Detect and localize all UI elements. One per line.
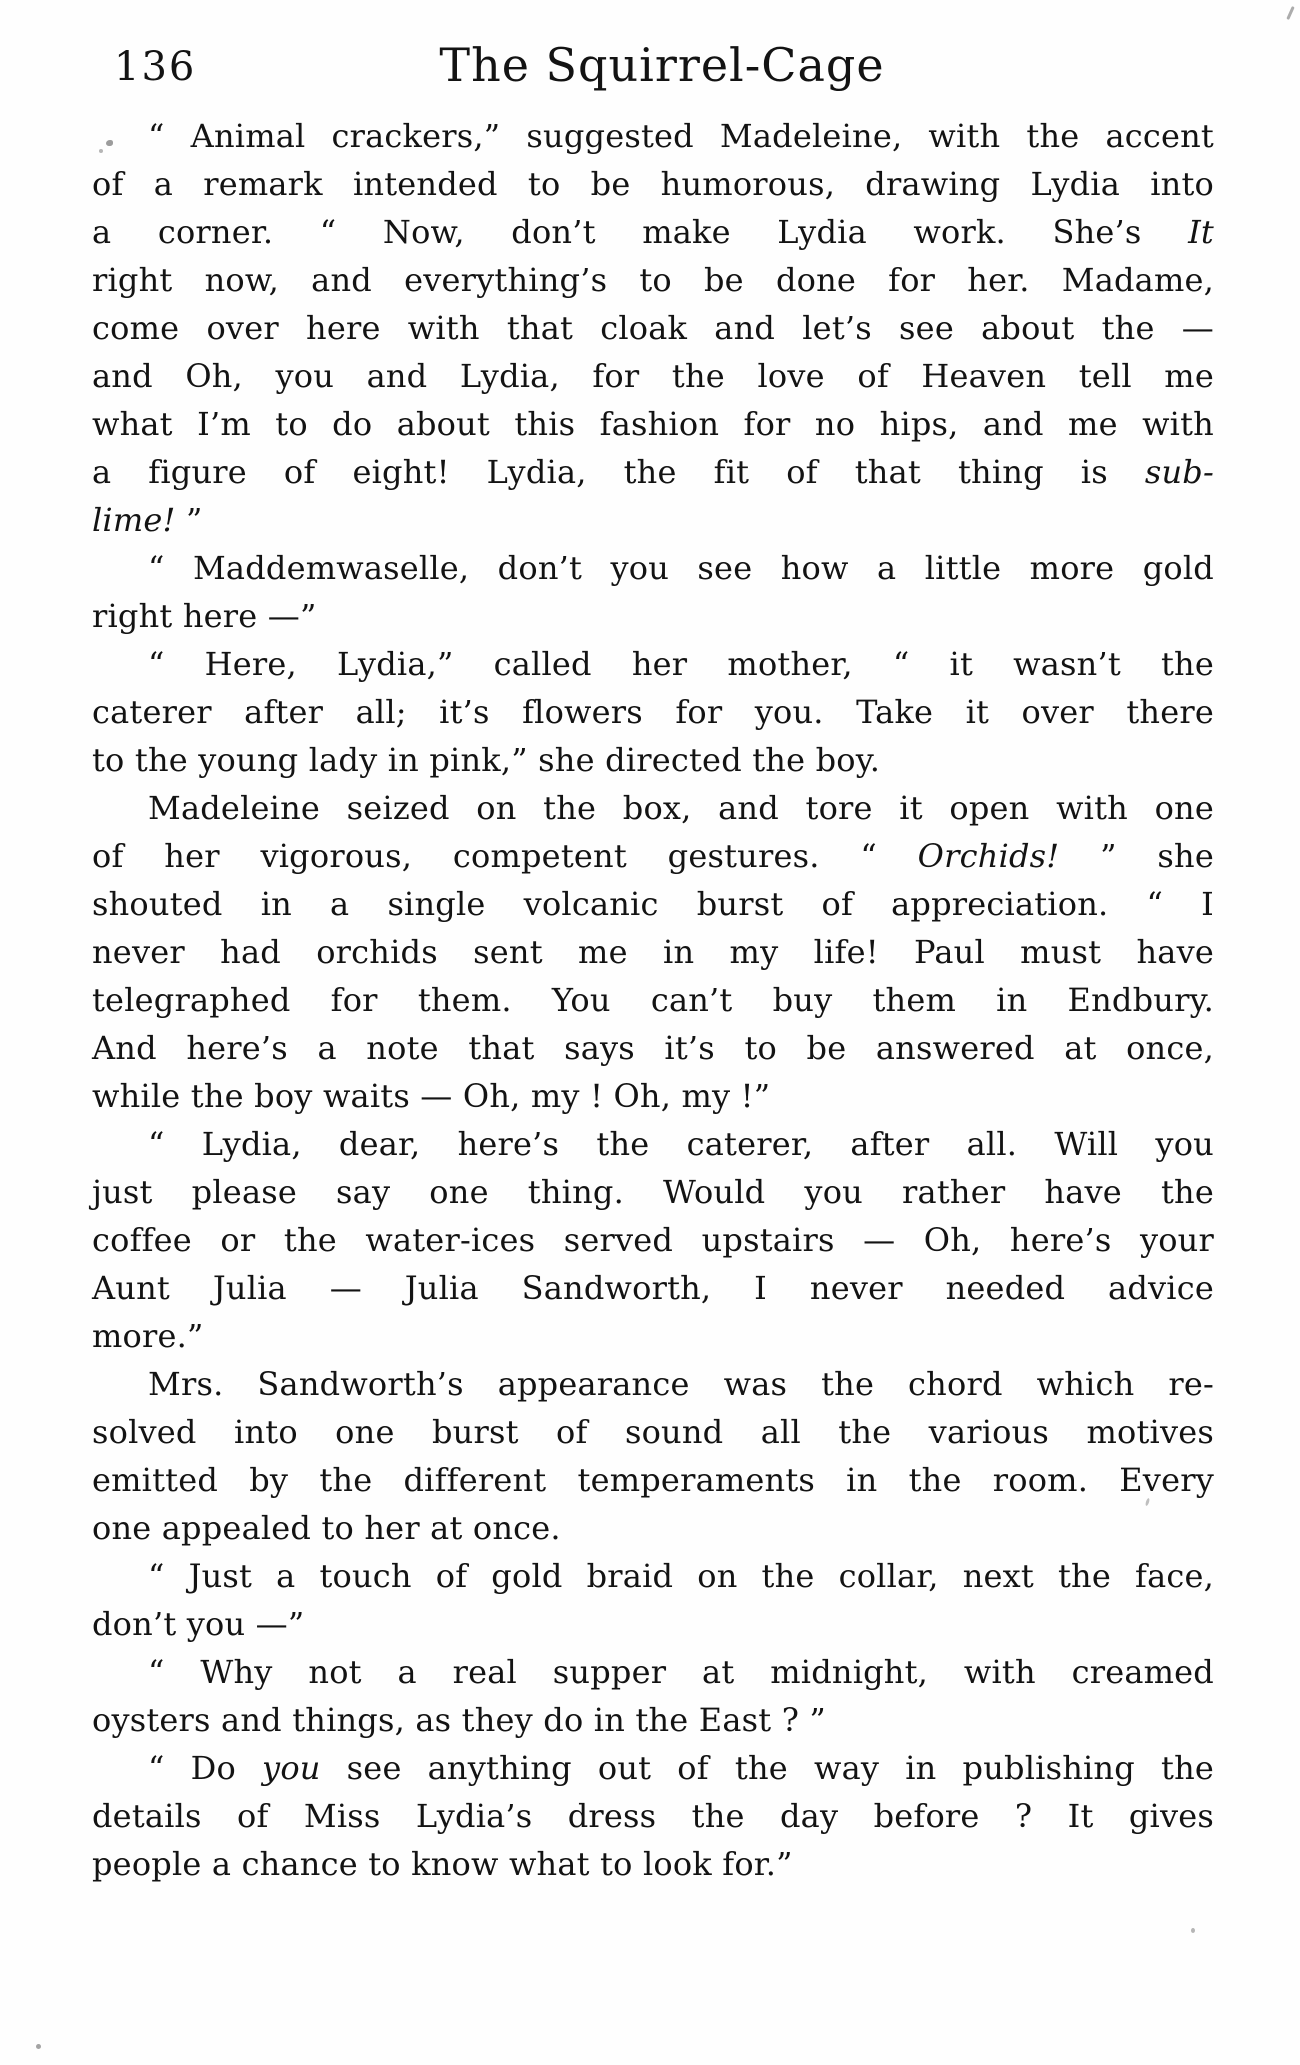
text-line — [92, 208, 1214, 256]
text-segment: details of Miss Lydia’s dress the day before ? It gives — [92, 1797, 1214, 1835]
text-segment: ” — [175, 501, 203, 539]
scan-speck — [106, 140, 113, 146]
text-segment: more.” — [92, 1317, 204, 1355]
scan-speck — [36, 2044, 41, 2049]
text-line — [92, 880, 1214, 928]
text-line — [92, 640, 1214, 688]
italic-text: you — [262, 1749, 321, 1787]
text-line — [92, 1024, 1214, 1072]
paragraph — [92, 112, 1214, 544]
text-segment: “ Lydia, dear, here’s the caterer, after all. Will you — [148, 1125, 1214, 1163]
paragraph — [92, 544, 1214, 640]
text-segment: just please say one thing. Would you rather have the — [92, 1173, 1214, 1211]
paragraph — [92, 1360, 1214, 1552]
text-segment: a corner. “ Now, don’t make Lydia work. She’s — [92, 213, 1189, 251]
text-segment: Madeleine seized on the box, and tore it open with one — [148, 789, 1214, 827]
text-line — [92, 1600, 1214, 1648]
text-line — [92, 1744, 1214, 1792]
text-block — [92, 112, 1214, 1888]
text-segment: Aunt Julia — Julia Sandworth, I never needed advice — [92, 1269, 1214, 1307]
running-title: The Squirrel-Cage — [439, 38, 885, 92]
italic-text: lime! — [92, 501, 176, 539]
text-segment: oysters and things, as they do in the East ? ” — [92, 1701, 826, 1739]
text-segment: And here’s a note that says it’s to be answered at once, — [92, 1029, 1214, 1067]
text-line — [92, 496, 1214, 544]
paragraph — [92, 640, 1214, 784]
text-line — [92, 976, 1214, 1024]
paragraph — [92, 784, 1214, 1120]
page-number: 136 — [114, 44, 197, 90]
italic-text: sub- — [1144, 453, 1214, 491]
italic-text: Orchids! — [917, 837, 1060, 875]
text-line — [92, 592, 1214, 640]
text-line — [92, 928, 1214, 976]
text-segment: right now, and everything’s to be done for her. Madame, — [92, 261, 1214, 299]
text-line — [92, 1504, 1214, 1552]
text-line — [92, 1264, 1214, 1312]
text-segment: “ Maddemwaselle, don’t you see how a little more gold — [148, 549, 1214, 587]
paragraph — [92, 1744, 1214, 1888]
text-segment: never had orchids sent me in my life! Paul must have — [92, 933, 1214, 971]
text-line — [92, 448, 1214, 496]
text-line — [92, 832, 1214, 880]
text-segment: emitted by the different temperaments in the room. Every — [92, 1461, 1214, 1499]
text-line — [92, 1168, 1214, 1216]
text-segment: solved into one burst of sound all the various motives — [92, 1413, 1214, 1451]
text-line — [92, 544, 1214, 592]
text-line — [92, 112, 1214, 160]
text-segment: caterer after all; it’s flowers for you. Take it over there — [92, 693, 1214, 731]
italic-text: It — [1188, 213, 1214, 251]
text-line — [92, 256, 1214, 304]
text-line — [92, 1360, 1214, 1408]
scan-speck — [1191, 1928, 1195, 1933]
text-segment: while the boy waits — Oh, my ! Oh, my !” — [92, 1077, 771, 1115]
text-line — [92, 736, 1214, 784]
text-segment: people a chance to know what to look for.” — [92, 1845, 793, 1883]
scan-speck — [99, 149, 103, 153]
text-line — [92, 1312, 1214, 1360]
text-segment: and Oh, you and Lydia, for the love of Heaven tell me — [92, 357, 1214, 395]
text-line — [92, 1648, 1214, 1696]
text-line — [92, 1120, 1214, 1168]
text-segment: Mrs. Sandworth’s appearance was the chord which re- — [148, 1365, 1214, 1403]
text-segment: what I’m to do about this fashion for no hips, and me with — [92, 405, 1214, 443]
text-segment: of a remark intended to be humorous, drawing Lydia into — [92, 165, 1214, 203]
text-line — [92, 1552, 1214, 1600]
text-segment: of her vigorous, competent gestures. “ — [92, 837, 918, 875]
text-line — [92, 784, 1214, 832]
text-segment: “ Do — [148, 1749, 263, 1787]
text-segment: “ Animal crackers,” suggested Madeleine, with the accent — [148, 117, 1214, 155]
text-segment: ” she — [1059, 837, 1214, 875]
page-header — [92, 38, 1214, 100]
text-line — [92, 1456, 1214, 1504]
text-segment: telegraphed for them. You can’t buy them in Endbury. — [92, 981, 1214, 1019]
text-line — [92, 1216, 1214, 1264]
text-line — [92, 352, 1214, 400]
text-segment: “ Why not a real supper at midnight, with creamed — [148, 1653, 1214, 1691]
text-segment: see anything out of the way in publishing the — [320, 1749, 1215, 1787]
scan-speck — [1286, 6, 1294, 20]
text-segment: a figure of eight! Lydia, the fit of that thing is — [92, 453, 1145, 491]
text-segment: shouted in a single volcanic burst of appreciation. “ I — [92, 885, 1214, 923]
paragraph — [92, 1648, 1214, 1744]
text-line — [92, 160, 1214, 208]
text-segment: right here —” — [92, 597, 317, 635]
paragraph — [92, 1120, 1214, 1360]
text-line — [92, 400, 1214, 448]
text-segment: “ Just a touch of gold braid on the collar, next the face, — [148, 1557, 1214, 1595]
text-line — [92, 1408, 1214, 1456]
text-line — [92, 1792, 1214, 1840]
text-line — [92, 688, 1214, 736]
text-segment: don’t you —” — [92, 1605, 305, 1643]
text-line — [92, 1072, 1214, 1120]
text-line — [92, 1696, 1214, 1744]
paragraph — [92, 1552, 1214, 1648]
text-segment: one appealed to her at once. — [92, 1509, 561, 1547]
text-line — [92, 304, 1214, 352]
text-line — [92, 1840, 1214, 1888]
text-segment: coffee or the water-ices served upstairs — Oh, here’s your — [92, 1221, 1214, 1259]
text-segment: “ Here, Lydia,” called her mother, “ it wasn’t the — [148, 645, 1214, 683]
text-segment: come over here with that cloak and let’s see about the — — [92, 309, 1214, 347]
text-segment: to the young lady in pink,” she directed the boy. — [92, 741, 881, 779]
